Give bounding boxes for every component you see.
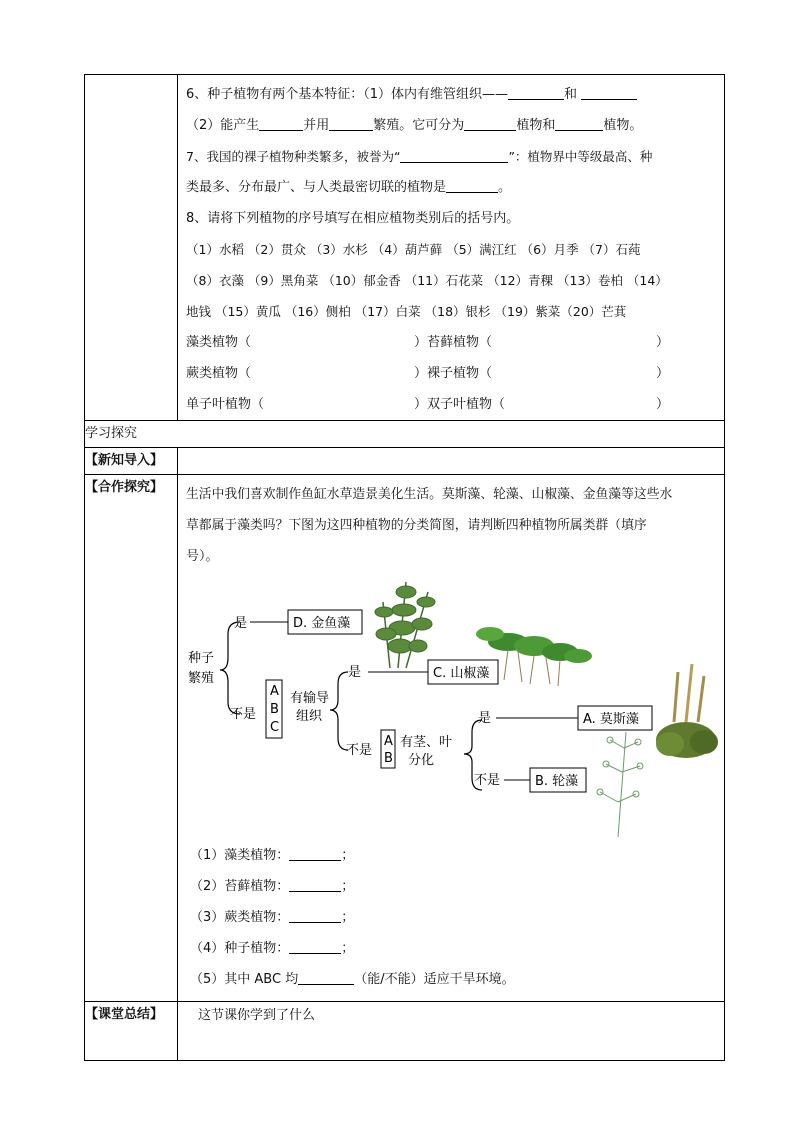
coop-label: 【合作探究】 <box>85 475 178 1002</box>
blank[interactable] <box>289 908 341 923</box>
coop-paragraph: 生活中我们喜欢制作鱼缸水草造景美化生活。莫斯藻、轮藻、山椒藻、金鱼藻等这些水 草都属于藻类吗？下图为这四种植物的分类简图，请判断四种植物所属类群（填序 号）。 <box>186 487 673 564</box>
q7-line2: 类最多、分布最广、与人类最密切联的植物是 。 <box>186 180 512 195</box>
q8-row2: （8）衣藻 （9）黑角菜 （10）郁金香 （11）石花菜 （12）青稞 （13）卷柏 （14） <box>186 273 668 288</box>
q8-cat-row3: 单子叶植物（ ）双子叶植物（ ） <box>186 397 670 412</box>
root-label-1: 种子 <box>188 651 215 666</box>
no-label-1: 不是 <box>230 707 257 722</box>
chara-plant-image <box>597 732 643 837</box>
box-AB-b: B <box>384 751 393 766</box>
q6-line1: 6、种子植物有两个基本特征：（1）体内有维管组织—— 和 <box>178 79 724 110</box>
worksheet-table <box>84 74 725 1061</box>
questions-cell <box>178 75 725 421</box>
box-AB-a: A <box>384 734 393 749</box>
q2-label-1: 有输导 <box>290 691 330 706</box>
blank[interactable] <box>289 846 341 861</box>
summary-label: 【课堂总结】 <box>85 1002 178 1061</box>
blank[interactable] <box>555 116 603 131</box>
q8-title: 8、请将下列植物的序号填写在相应植物类别后的括号内。 <box>186 211 520 226</box>
q2-label-2: 组织 <box>296 709 323 724</box>
label-C: C. 山椒藻 <box>433 666 490 681</box>
blank[interactable] <box>581 85 637 100</box>
blank[interactable] <box>289 939 341 954</box>
box-ABC-b: B <box>270 702 279 717</box>
q8-cat-row1: 藻类植物（ ）苔藓植物（ ） <box>186 335 670 350</box>
hornwort-plant-image <box>375 582 435 668</box>
yes-label-1: 是 <box>234 616 248 631</box>
yes-label-3: 是 <box>478 711 492 726</box>
classification-diagram <box>178 572 724 840</box>
answer-5: （5）其中 ABC 均 （能/不能）适应干旱环境。 <box>190 972 515 987</box>
blank[interactable] <box>508 85 564 100</box>
blank[interactable] <box>464 116 516 131</box>
answer-3: （3）蕨类植物： ； <box>190 910 355 925</box>
box-ABC-a: A <box>270 684 279 699</box>
empty-left-cell <box>85 75 178 421</box>
label-A: A. 莫斯藻 <box>583 712 639 727</box>
q6-line2: （2）能产生 并用 繁殖。它可分为 植物和 植物。 <box>186 118 643 133</box>
box-ABC-c: C <box>270 720 280 735</box>
q3-label-1: 有茎、叶 <box>400 735 453 750</box>
blank[interactable] <box>298 970 354 985</box>
answer-1: （1）藻类植物： ； <box>190 848 355 863</box>
no-label-2: 不是 <box>346 743 373 758</box>
q7-line1: 7、我国的裸子植物种类繁多，被誉为“ ”：植物界中等级最高、种 <box>186 149 653 164</box>
summary-text: 这节课你学到了什么 <box>198 1008 316 1023</box>
blank[interactable] <box>329 116 373 131</box>
q8-row1: （1）水稻 （2）贯众 （3）水杉 （4）葫芦藓 （5）满江红 （6）月季 （7）石莼 <box>186 242 641 257</box>
summary-content <box>178 1002 725 1061</box>
blank[interactable] <box>400 148 508 163</box>
root-label-2: 繁殖 <box>188 671 215 686</box>
label-D: D. 金鱼藻 <box>293 616 351 631</box>
q8-cat-row2: 蕨类植物（ ）裸子植物（ ） <box>186 366 670 381</box>
moss-plant-image <box>656 664 718 758</box>
new-intro-label: 【新知导入】 <box>85 448 178 475</box>
yes-label-2: 是 <box>348 665 362 680</box>
coop-content <box>178 475 725 1002</box>
blank[interactable] <box>446 178 498 193</box>
q3-label-2: 分化 <box>408 753 435 768</box>
no-label-3: 不是 <box>474 773 501 788</box>
section-study: 学习探究 <box>85 421 725 448</box>
label-B: B. 轮藻 <box>535 774 579 789</box>
answer-2: （2）苔藓植物： ； <box>190 879 355 894</box>
q8-row3: 地钱 （15）黄瓜 （16）侧柏 （17）白菜 （18）银杉 （19）紫菜（20）芒萁 <box>186 304 627 319</box>
answer-4: （4）种子植物： ； <box>190 941 355 956</box>
new-intro-content <box>178 448 725 475</box>
blank[interactable] <box>289 877 341 892</box>
blank[interactable] <box>259 116 303 131</box>
